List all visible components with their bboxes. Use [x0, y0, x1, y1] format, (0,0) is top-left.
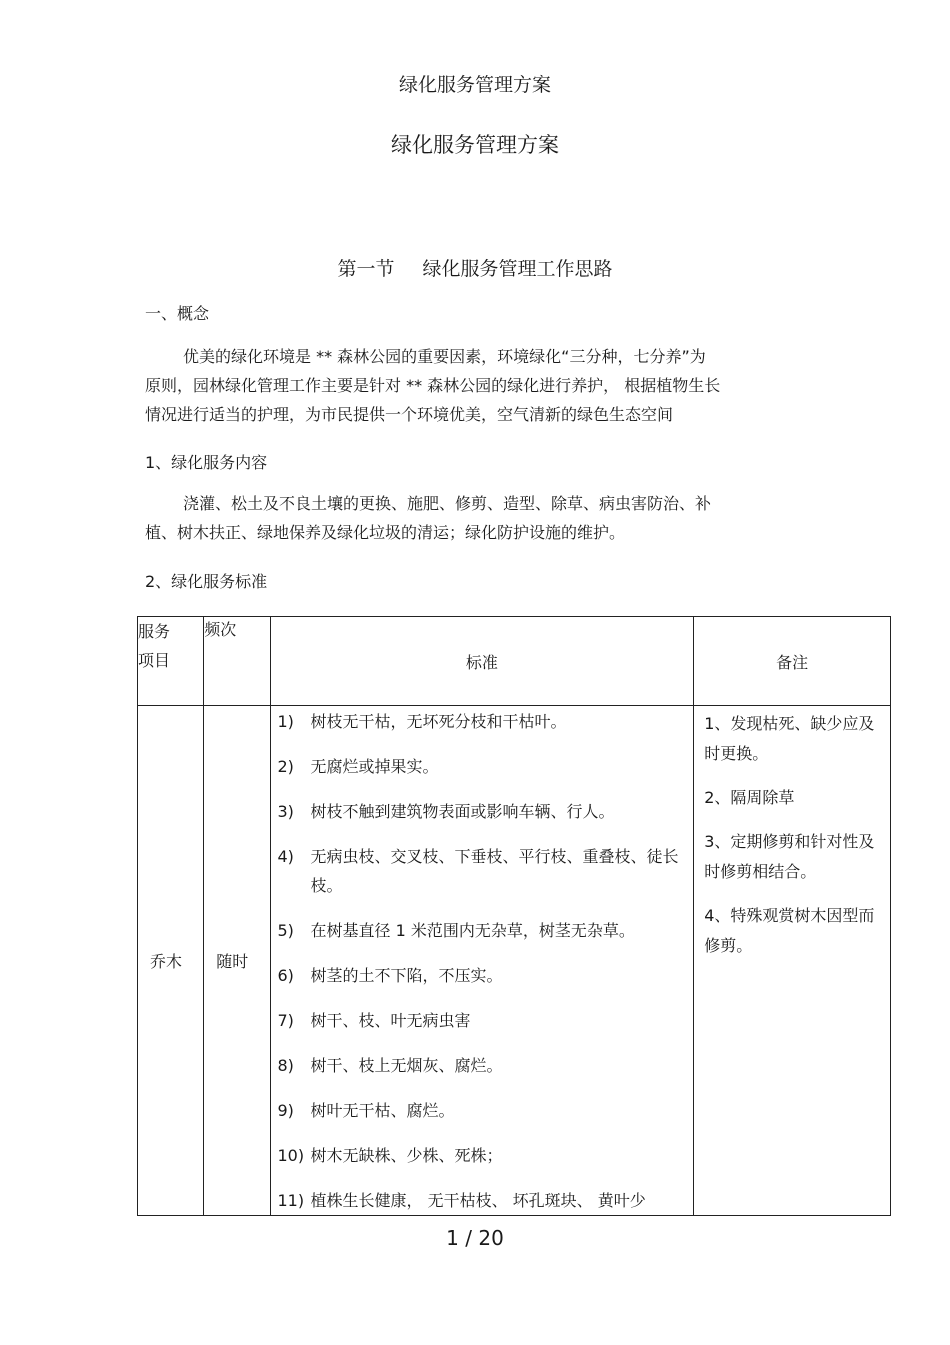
- standard-item: [278, 797, 694, 826]
- cell-service-item: 乔木: [138, 706, 204, 1216]
- note-item: 2、隔周除草: [704, 788, 795, 807]
- standard-number: 6): [277, 966, 294, 985]
- concept-line: 优美的绿化环境是 ** 森林公园的重要因素，环境绿化“三分种，七分养”为: [183, 347, 706, 366]
- standard-number: 5): [277, 921, 294, 940]
- service-standard-heading: 2、绿化服务标准: [145, 572, 268, 591]
- standard-text: 树干、枝、叶无病虫害: [310, 1011, 471, 1030]
- standard-text: 无腐烂或掉果实。: [310, 757, 439, 776]
- service-content-paragraph: [145, 489, 711, 547]
- page-current: 1: [446, 1226, 459, 1250]
- concept-line: 原则，园林绿化管理工作主要是针对 ** 森林公园的绿化进行养护， 根据植物生长: [145, 376, 721, 395]
- standard-number: 4): [277, 847, 294, 866]
- page-number: [0, 1226, 950, 1250]
- standard-item: [278, 1006, 694, 1035]
- note-item: 3、定期修剪和针对性及时修剪相结合。: [704, 832, 875, 881]
- content-line: 植、树木扶正、绿地保养及绿化垃圾的清运；绿化防护设施的维护。: [145, 523, 626, 542]
- header-standard: 标准: [270, 617, 694, 706]
- cell-notes: [694, 706, 891, 1216]
- standard-text: 树枝不触到建筑物表面或影响车辆、行人。: [310, 802, 615, 821]
- standard-item: [278, 1096, 694, 1125]
- header-service-item-line: 服务: [138, 622, 171, 641]
- notes-list: [694, 706, 890, 961]
- standard-item: [278, 707, 694, 736]
- concept-line: 情况进行适当的护理，为市民提供一个环境优美，空气清新的绿色生态空间: [145, 405, 674, 424]
- table-header-row: [138, 617, 891, 706]
- standard-text: 无病虫枝、交叉枝、下垂枝、平行枝、重叠枝、徒长枝。: [310, 847, 679, 895]
- standard-number: 8): [277, 1056, 294, 1075]
- standard-text: 树叶无干枯、腐烂。: [310, 1101, 455, 1120]
- service-content-heading: 1、绿化服务内容: [145, 453, 268, 472]
- standard-number: 1): [277, 712, 294, 731]
- standard-item: [278, 916, 694, 945]
- standard-item: [278, 752, 694, 781]
- concept-heading: 一、概念: [145, 304, 210, 323]
- standard-text: 树茎的土不下陷，不压实。: [310, 966, 503, 985]
- standard-number: 9): [277, 1101, 294, 1120]
- standard-item: [278, 961, 694, 990]
- standard-number: 10): [277, 1146, 305, 1165]
- document-title: 绿化服务管理方案: [391, 133, 559, 157]
- standard-text: 在树基直径 1 米范围内无杂草，树茎无杂草。: [310, 921, 635, 940]
- section-title: 绿化服务管理工作思路: [422, 258, 613, 280]
- page-separator: /: [465, 1226, 473, 1250]
- header-notes: 备注: [694, 617, 891, 706]
- cell-standards: [270, 706, 694, 1216]
- standards-list: [271, 706, 694, 1215]
- header-service-item: [138, 617, 204, 706]
- section-number: 第一节: [337, 258, 395, 280]
- content-line: 浇灌、松土及不良土壤的更换、施肥、修剪、造型、除草、病虫害防治、补: [183, 494, 712, 513]
- standard-number: 3): [277, 802, 294, 821]
- standard-text: 树木无缺株、少株、死株；: [310, 1146, 503, 1165]
- table-row: [138, 706, 891, 1216]
- running-header-title: 绿化服务管理方案: [398, 74, 551, 96]
- note-item: 4、特殊观赏树木因型而修剪。: [704, 906, 875, 955]
- service-standard-table: [137, 616, 891, 1216]
- standard-text: 树枝无干枯，无坏死分枝和干枯叶。: [310, 712, 567, 731]
- note-item: 1、发现枯死、缺少应及时更换。: [704, 714, 875, 763]
- standard-item: [278, 1186, 694, 1215]
- standard-number: 2): [277, 757, 294, 776]
- standard-text: 植株生长健康， 无干枯枝、 坏孔斑块、 黄叶少: [310, 1191, 646, 1210]
- standard-item: [278, 842, 694, 900]
- section-heading: [0, 254, 950, 281]
- concept-paragraph: [145, 342, 720, 429]
- standard-item: [278, 1141, 694, 1170]
- header-frequency: 频次: [204, 617, 270, 706]
- header-service-item-line: 项目: [138, 651, 171, 670]
- standard-number: 11): [277, 1191, 305, 1210]
- standard-text: 树干、枝上无烟灰、腐烂。: [310, 1056, 503, 1075]
- standard-number: 7): [277, 1011, 294, 1030]
- cell-frequency: 随时: [204, 706, 270, 1216]
- standard-item: [278, 1051, 694, 1080]
- page-total: 20: [478, 1226, 504, 1250]
